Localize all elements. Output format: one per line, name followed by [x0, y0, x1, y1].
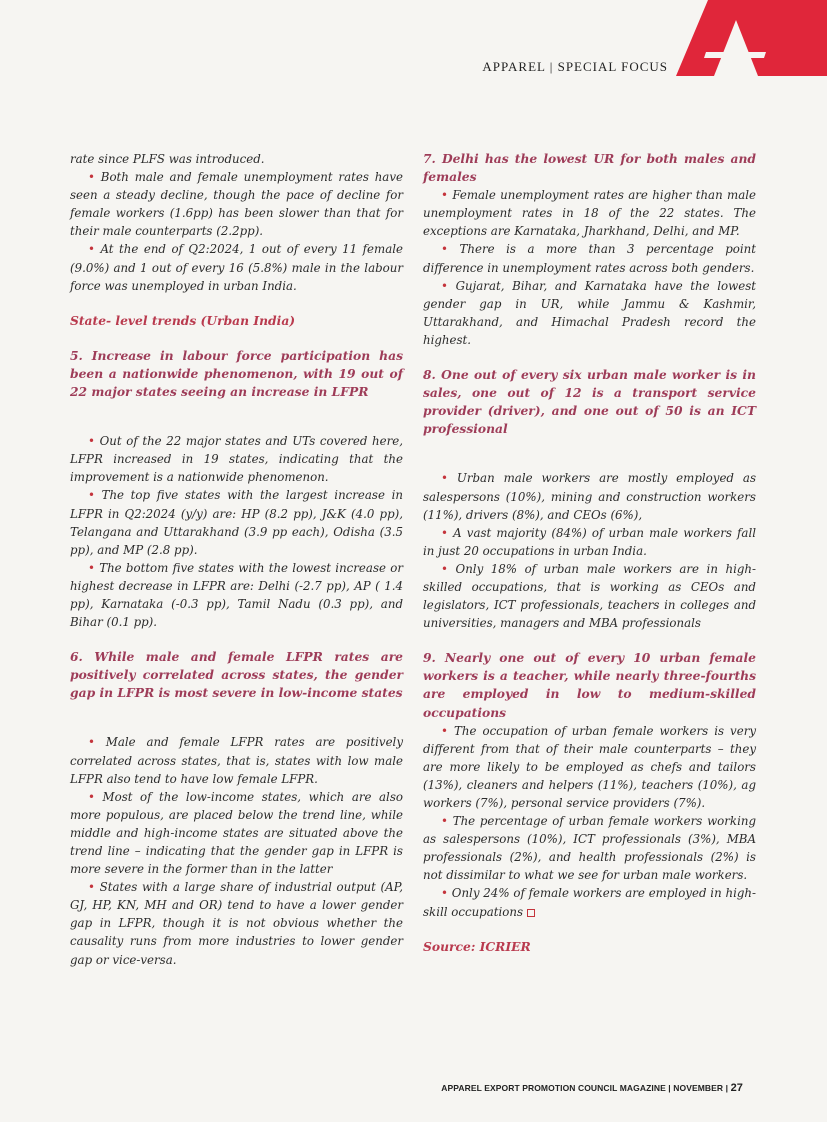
page-footer: [441, 1082, 743, 1094]
bullet-icon: •: [88, 735, 106, 750]
section-heading-8: 8. One out of every six urban male worker is in sales, one out of 12 is a transport service provider (driver), and one out of 50 is an ICT professional: [423, 367, 756, 437]
bullet-icon: •: [88, 488, 102, 503]
bullet-paragraph: • The occupation of urban female workers is very different from that of their male counterparts – they are more likely to be employed as chefs and tailors (13%), cleaners and helpers (11%), teachers (10%), ag workers (7%), personal service providers (7%).: [423, 723, 756, 810]
bullet-icon: •: [441, 525, 454, 540]
bullet-icon: •: [88, 789, 103, 804]
footer-magazine-name: APPAREL EXPORT PROMOTION COUNCIL MAGAZINE | NOVEMBER |: [441, 1083, 731, 1093]
bullet-paragraph: • Gujarat, Bihar, and Karnataka have the lowest gender gap in UR, while Jammu & Kashmir, Uttarakhand, and Himachal Pradesh record the highest.: [423, 278, 756, 347]
bullet-icon: •: [88, 170, 101, 185]
section-heading-6: 6. While male and female LFPR rates are positively correlated across states, the gender gap in LFPR is most severe in low-income states: [70, 649, 403, 701]
section-label: APPAREL | SPECIAL FOCUS: [482, 59, 668, 74]
bullet-icon: •: [441, 886, 452, 901]
bullet-paragraph: • The top five states with the largest increase in LFPR in Q2:2024 (y/y) are: HP (8.2 pp), J&K (4.0 pp), Telangana and Uttarakhand (3.9 pp each), Odisha (3.5 pp), and MP (2.8 pp).: [70, 488, 403, 557]
bullet-icon: •: [441, 814, 453, 829]
bullet-paragraph: • The bottom five states with the lowest increase or highest decrease in LFPR are: Delhi (-2.7 pp), AP ( 1.4 pp), Karnataka (-0.3 pp), Tamil Nadu (0.3 pp), and Bihar (0.1 pp).: [70, 560, 403, 630]
bullet-paragraph: • States with a large share of industrial output (AP, GJ, HP, KN, MH and OR) tend to have a lower gender gap in LFPR, though it is not obvious whether the causality runs from more industries to lower gender gap or vice-versa.: [70, 880, 403, 967]
bullet-paragraph: • A vast majority (84%) of urban male workers fall in just 20 occupations in urban India.: [423, 525, 756, 558]
bullet-icon: •: [88, 434, 100, 449]
bullet-paragraph: • Out of the 22 major states and UTs covered here, LFPR increased in 19 states, indicating that the improvement is a nationwide phenomenon.: [70, 434, 403, 485]
bullet-paragraph: • The percentage of urban female workers working as salespersons (10%), ICT professionals (3%), MBA professionals (2%), and health professionals (2%) is not dissimilar to what we see for urban male workers.: [423, 814, 756, 883]
bullet-icon: •: [441, 471, 457, 486]
section-heading-7: 7. Delhi has the lowest UR for both males and females: [423, 151, 756, 185]
bullet-icon: •: [441, 723, 454, 738]
page-number: 27: [730, 1082, 743, 1094]
bullet-icon: •: [88, 880, 100, 895]
bullet-paragraph: • Only 18% of urban male workers are in high-skilled occupations, that is working as CEOs and legislators, ICT professionals, teachers in colleges and universities, managers and MBA professionals: [423, 561, 756, 631]
section-heading-9: 9. Nearly one out of every 10 urban female workers is a teacher, while nearly three-fourths are employed in low to medium-skilled occupations: [423, 650, 756, 720]
bullet-icon: •: [441, 278, 456, 293]
magazine-logo-icon: [676, 0, 827, 76]
bullet-paragraph: • Male and female LFPR rates are positively correlated across states, that is, states with low male LFPR also tend to have low female LFPR.: [70, 735, 403, 786]
bullet-icon: •: [441, 188, 453, 203]
bullet-paragraph: • There is a more than 3 percentage point difference in unemployment rates across both genders.: [423, 242, 756, 275]
end-mark-icon: [527, 909, 535, 917]
bullet-icon: •: [441, 561, 456, 576]
bullet-icon: •: [441, 242, 460, 257]
bullet-icon: •: [88, 560, 100, 575]
right-column: [423, 150, 756, 956]
bullet-paragraph: • At the end of Q2:2024, 1 out of every 11 female (9.0%) and 1 out of every 16 (5.8%) male in the labour force was unemployed in urban India.: [70, 242, 403, 293]
bullet-paragraph: • Female unemployment rates are higher than male unemployment rates in 18 of the 22 states. The exceptions are Karnataka, Jharkhand, Delhi, and MP.: [423, 188, 756, 239]
left-column: [70, 150, 403, 969]
section-heading-5: 5. Increase in labour force participation has been a nationwide phenomenon, with 19 out of 22 major states seeing an increase in LFPR: [70, 347, 403, 400]
bullet-paragraph: • Both male and female unemployment rates have seen a steady decline, though the pace of decline for female workers (1.6pp) has been slower than that for their male counterparts (2.2pp).: [70, 170, 403, 239]
paragraph: rate since PLFS was introduced.: [70, 152, 265, 166]
bullet-paragraph: • Urban male workers are mostly employed as salespersons (10%), mining and construction workers (11%), drivers (8%), and CEOs (6%),: [423, 471, 756, 522]
bullet-icon: •: [88, 242, 101, 257]
bullet-paragraph: • Only 24% of female workers are employed in high-skill occupations: [423, 886, 756, 919]
bullet-paragraph: • Most of the low-income states, which are also more populous, are placed below the trend line, while middle and high-income states are situated above the trend line – indicating that the gender gap in LFPR is more severe in the former than in the latter: [70, 789, 403, 877]
source-line: Source: ICRIER: [423, 938, 531, 954]
subheading: State- level trends (Urban India): [70, 312, 296, 328]
